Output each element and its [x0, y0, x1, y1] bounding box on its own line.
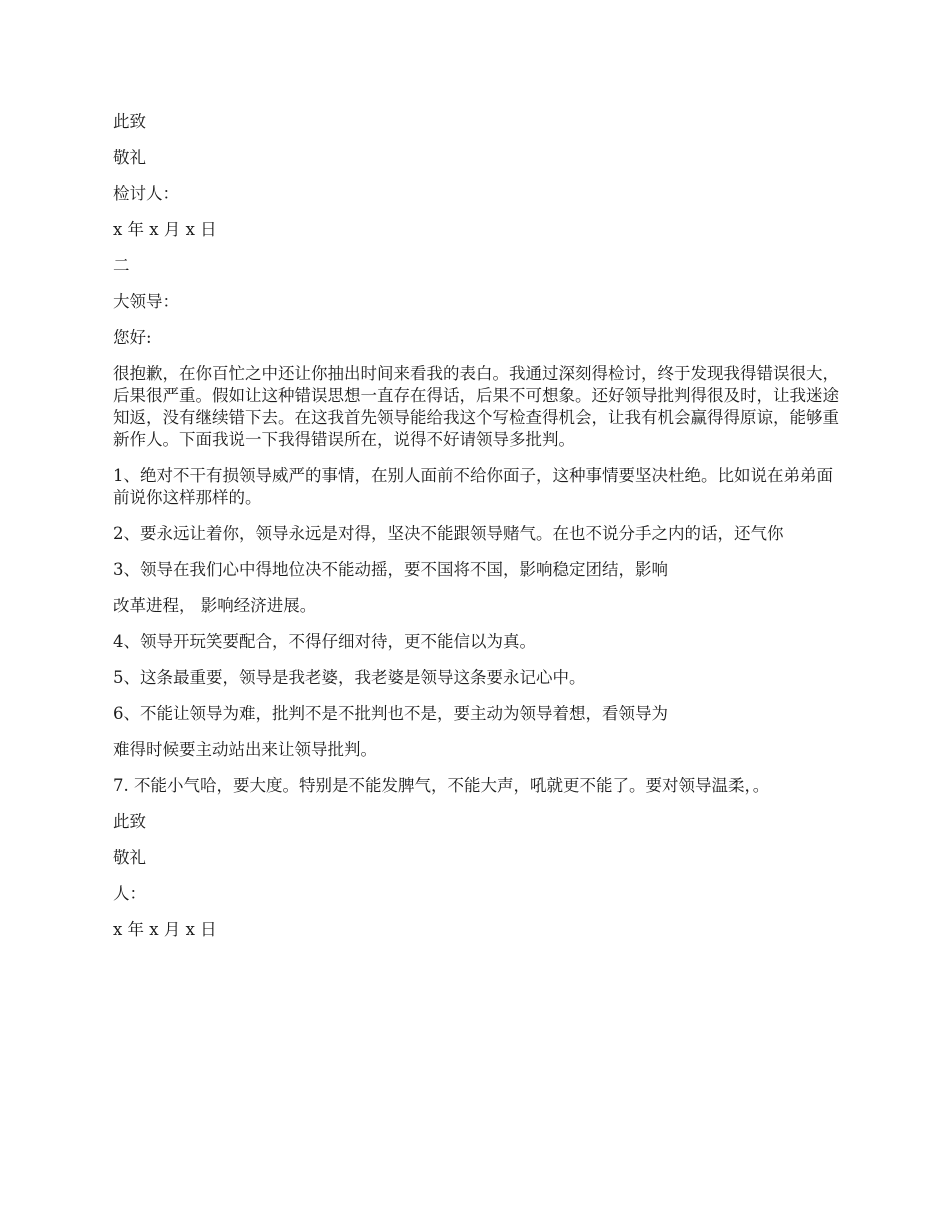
closing-salutation: 此致: [113, 112, 146, 131]
section-number: 二: [113, 256, 130, 275]
closing-regards: 敬礼: [113, 848, 146, 867]
list-item: 4、领导开玩笑要配合，不得仔细对待，更不能信以为真。: [113, 632, 536, 651]
list-item: 5、这条最重要，领导是我老婆，我老婆是领导这条要永记心中。: [113, 668, 586, 687]
list-item: 2、要永远让着你，领导永远是对得，坚决不能跟领导赌气。在也不说分手之内的话，还气你: [113, 524, 784, 543]
greeting-line: 您好:: [113, 328, 152, 347]
list-item: 1、绝对不干有损领导威严的事情，在别人面前不给你面子，这种事情要坚决杜绝。比如说在弟弟面前说你这样那样的。: [113, 466, 833, 507]
date-line: x 年 x 月 x 日: [113, 220, 217, 239]
list-item: 6、不能让领导为难，批判不是不批判也不是，要主动为领导着想，看领导为: [113, 704, 668, 723]
list-item: 难得时候要主动站出来让领导批判。: [113, 740, 377, 759]
date-line: x 年 x 月 x 日: [113, 920, 217, 939]
closing-regards: 敬礼: [113, 148, 146, 167]
recipient-line: 大领导：: [113, 292, 179, 311]
signer-label: 检讨人：: [113, 184, 179, 203]
signer-label: 人：: [113, 884, 146, 903]
closing-salutation: 此致: [113, 812, 146, 831]
list-item: 改革进程， 影响经济进展。: [113, 596, 317, 615]
intro-paragraph: 很抱歉，在你百忙之中还让你抽出时间来看我的表白。我通过深刻得检讨，终于发现我得错误很大，后果很严重。假如让这种错误思想一直存在得话，后果不可想象。还好领导批判得很及时，让我迷途知返，没有继续错下去。在这我首先领导能给我这个写检查得机会，让我有机会赢得得原谅，能够重新作人。下面我说一下我得错误所在，说得不好请领导多批判。: [113, 364, 839, 449]
document-body: [113, 111, 840, 955]
list-item: 7. 不能小气哈，要大度。特别是不能发脾气，不能大声，吼就更不能了。要对领导温柔，。: [113, 776, 770, 795]
list-item: 3、领导在我们心中得地位决不能动摇，要不国将不国，影响稳定团结，影响: [113, 560, 668, 579]
